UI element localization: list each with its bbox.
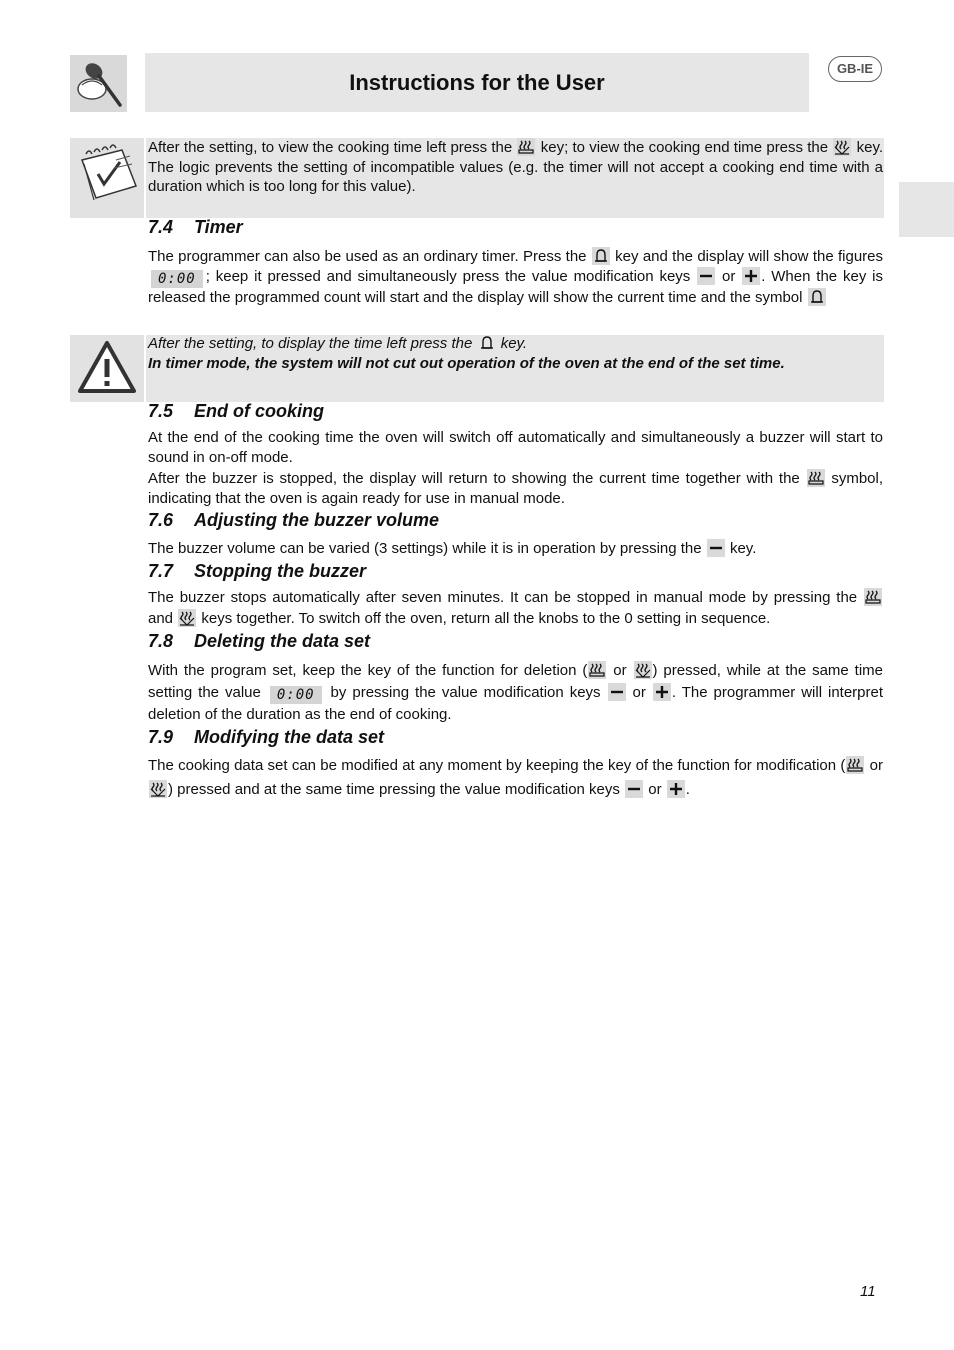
minus-key-icon xyxy=(707,539,725,557)
plus-key-icon xyxy=(667,780,685,798)
section-heading-7-6: 7.6 Adjusting the buzzer volume xyxy=(148,510,440,530)
warning-text: After the setting, to display the time left press the key. In timer mode, the system will not cut out operation of the oven at the end of the set time. xyxy=(148,335,785,372)
minus-key-icon xyxy=(608,683,626,701)
minus-key-icon xyxy=(697,267,715,285)
title-banner xyxy=(145,53,809,112)
bell-key-icon xyxy=(478,334,496,352)
section-text-7-8: With the program set, keep the key of the function for deletion ( or ) pressed, while at the same time setting the value 0:00 by pressing the value modification keys or . The programmer will interpret deletion of the duration as the end of cooking. xyxy=(148,662,884,723)
section-heading-7-5: 7.5 End of cooking xyxy=(148,401,324,421)
section-text-7-9: The cooking data set can be modified at any moment by keeping the key of the function for modification ( or ) pressed and at the same time pressing the value modification keys or . xyxy=(148,757,883,798)
section-heading-7-4: 7.4 Timer xyxy=(148,217,243,237)
section-text-7-7: The buzzer stops automatically after seven minutes. It can be stopped in manual mode by pressing the and keys together. To switch off the oven, return all the knobs to the 0 setting in sequence. xyxy=(148,587,883,629)
page-title: Instructions for the User xyxy=(349,70,605,95)
cooking-time-key-icon xyxy=(864,588,882,606)
minus-key-icon xyxy=(625,780,643,798)
cooking-time-key-icon xyxy=(846,756,864,774)
plus-key-icon xyxy=(653,683,671,701)
page-number: 11 xyxy=(860,1283,876,1300)
bell-key-icon xyxy=(592,247,610,265)
cooking-end-key-icon xyxy=(833,138,851,156)
section-text-7-5-p2: After the buzzer is stopped, the display will return to showing the current time together with the symbol, indicating that the oven is again ready for use in manual mode. xyxy=(148,470,884,507)
chef-spoon-logo-icon xyxy=(70,55,127,112)
section-text-7-4: The programmer can also be used as an ordinary timer. Press the key and the display will show the figures 0:00 ; keep it pressed and simultaneously press the value modification keys or . When the key is released the programmed count will start and the display will show the current time and the symbol xyxy=(148,248,884,306)
timer-display-value: 0:00 xyxy=(151,270,203,288)
section-heading-7-8: 7.8 Deleting the data set xyxy=(148,631,371,651)
cooking-end-key-icon xyxy=(149,780,167,798)
side-tab-marker xyxy=(899,182,954,237)
section-text-7-6: The buzzer volume can be varied (3 settings) while it is in operation by pressing the key. xyxy=(148,540,757,557)
note-text: After the setting, to view the cooking time left press the key; to view the cooking end time press the key. The logic prevents the setting of incompatible values (e.g. the timer will not accept a cooking end time with a duration which is too long for this value). xyxy=(148,139,884,195)
cooking-time-key-icon xyxy=(517,138,535,156)
section-text-7-5-p1: At the end of the cooking time the oven will switch off automatically and simultaneously a buzzer will start to sound in on-off mode. xyxy=(148,429,883,466)
cooking-end-key-icon xyxy=(178,609,196,627)
cooking-end-key-icon xyxy=(634,661,652,679)
language-badge: GB-IE xyxy=(828,56,882,82)
warning-triangle-icon xyxy=(70,335,144,402)
cooking-time-key-icon xyxy=(588,661,606,679)
bell-key-icon xyxy=(808,288,826,306)
plus-key-icon xyxy=(742,267,760,285)
notepad-icon xyxy=(70,138,144,218)
section-heading-7-9: 7.9 Modifying the data set xyxy=(148,727,385,747)
cooking-time-key-icon xyxy=(807,469,825,487)
section-heading-7-7: 7.7 Stopping the buzzer xyxy=(148,561,366,581)
timer-display-value: 0:00 xyxy=(270,686,322,704)
